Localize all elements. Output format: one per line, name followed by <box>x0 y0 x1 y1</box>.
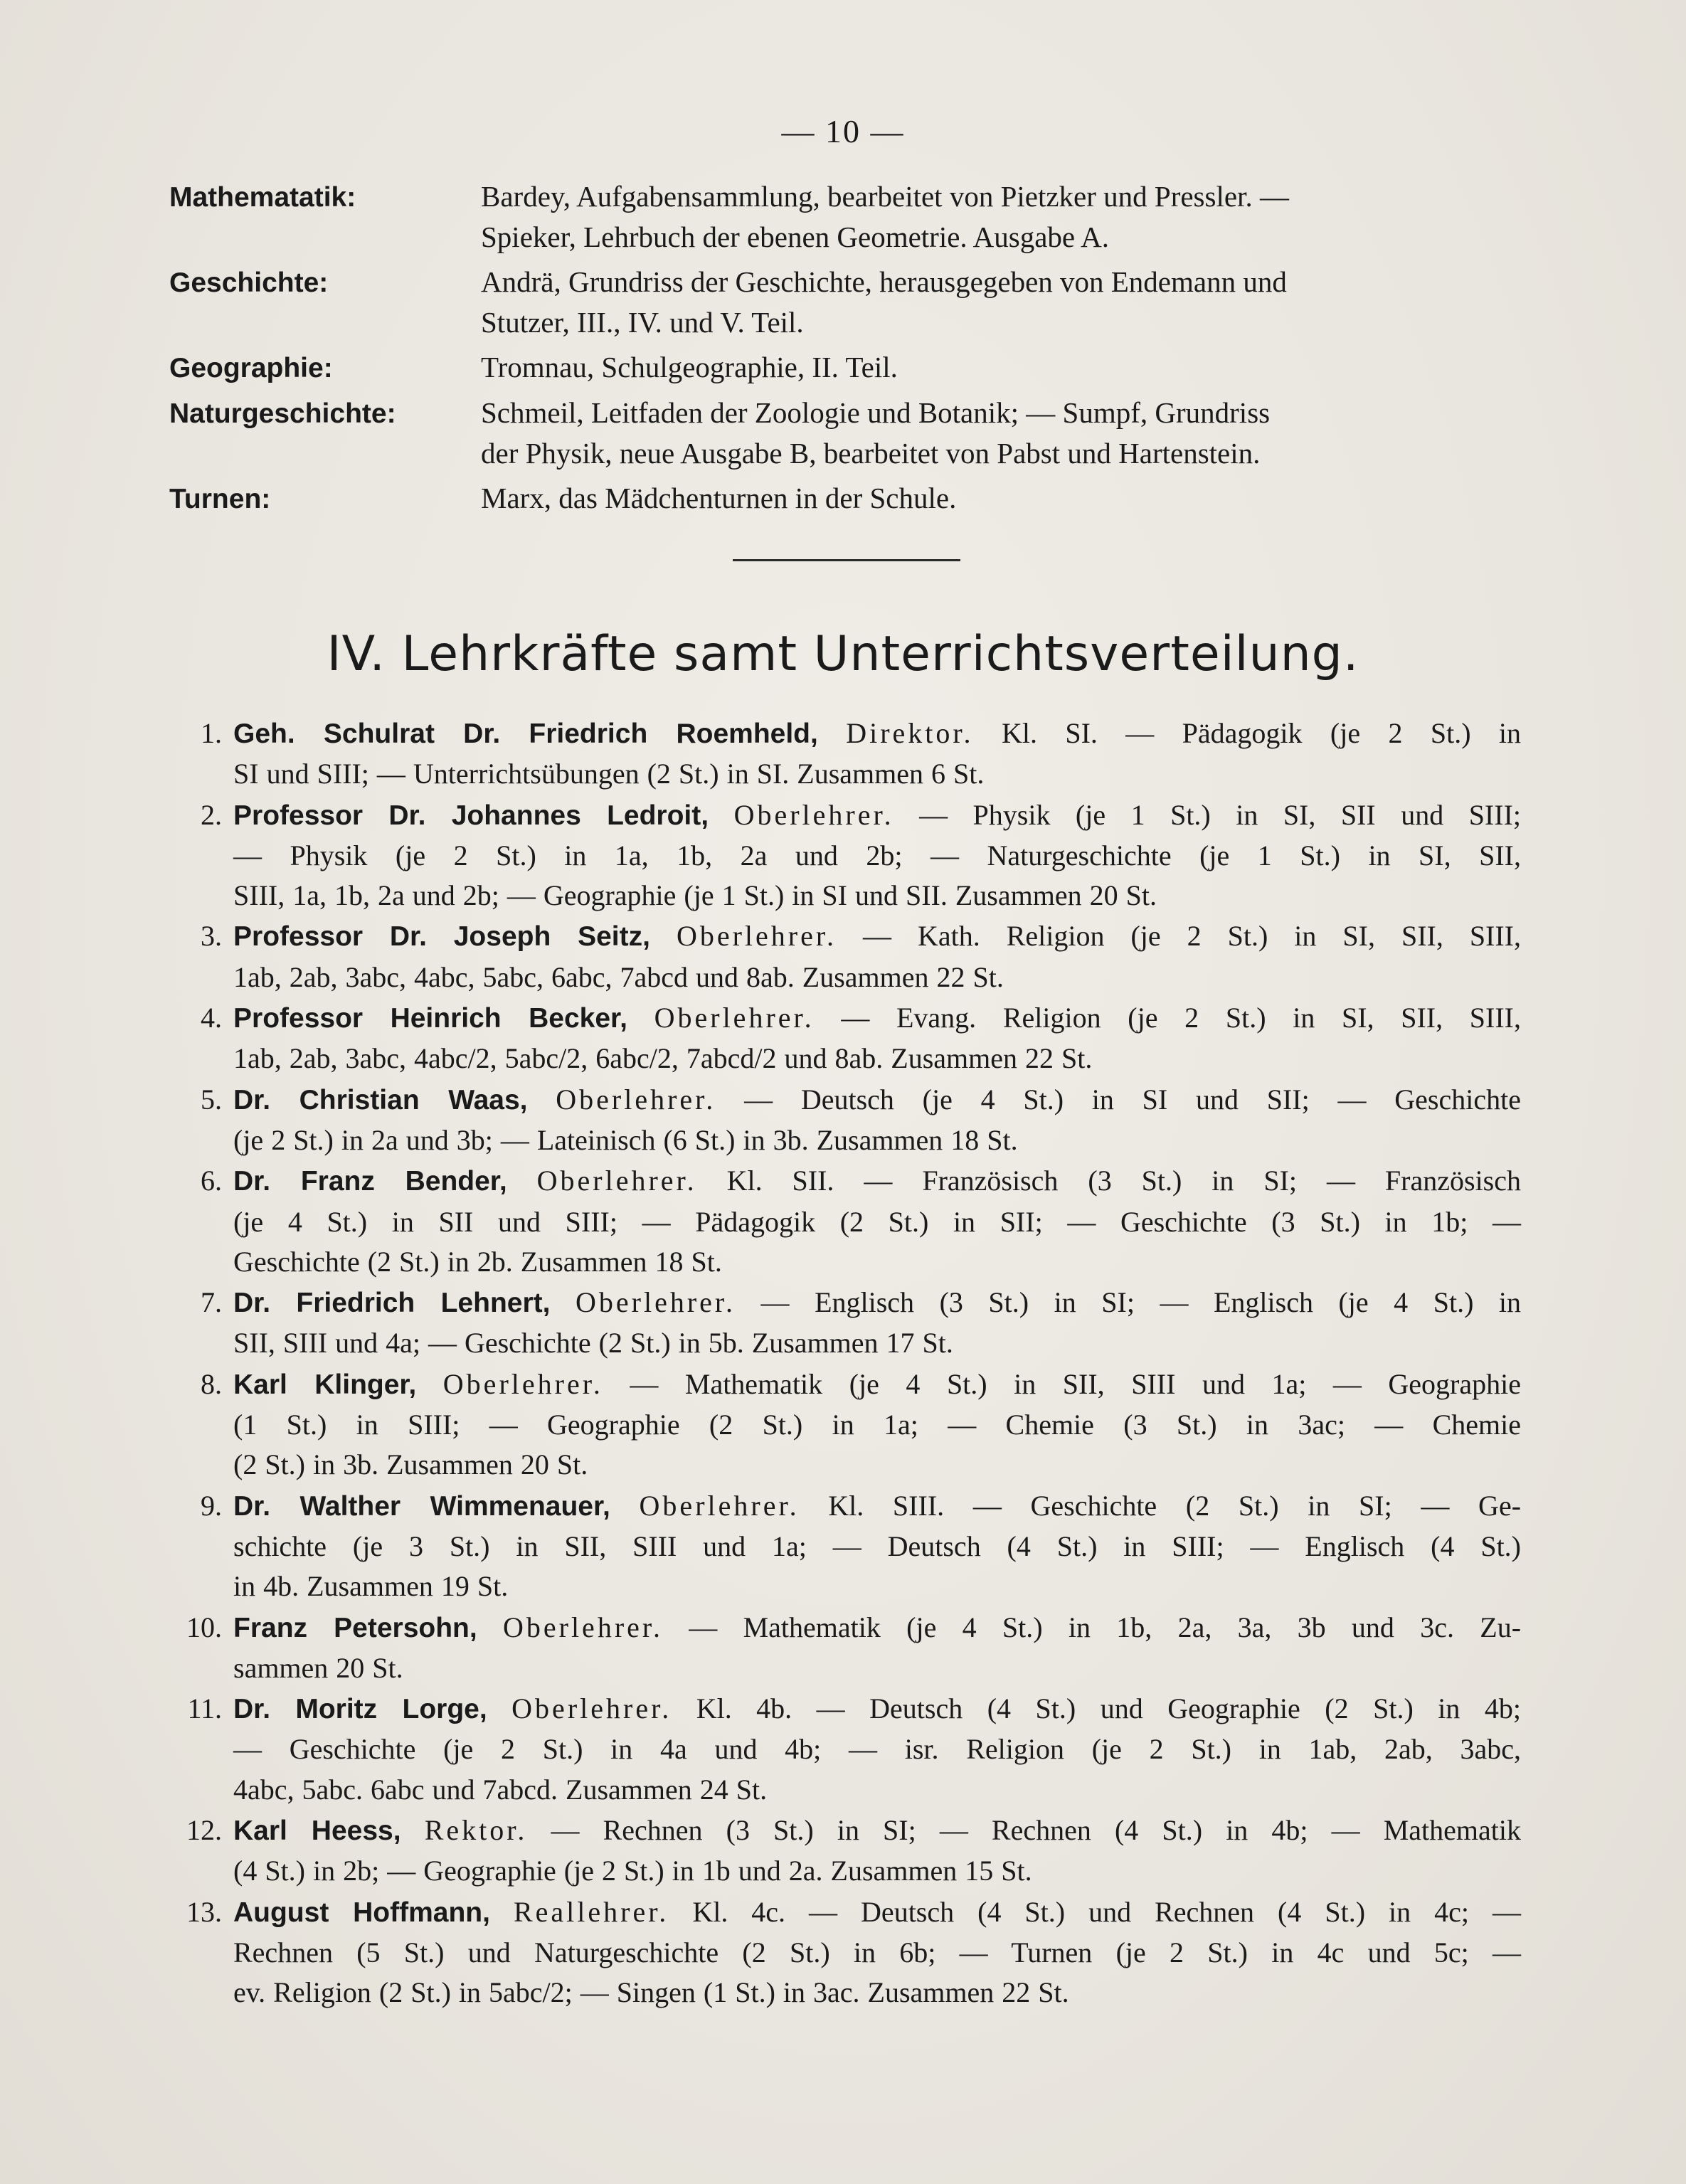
assignment-text: — Geschichte (je 2 St.) in 4a und 4b; — isr. Religion (je 2 St.) in 1ab, 2ab, 3abc, <box>233 1733 1521 1766</box>
teacher-entry <box>169 795 1521 916</box>
assignment-text: Kl. 4c. — Deutsch (4 St.) und Rechnen (4 St.) in 4c; — <box>692 1895 1521 1928</box>
teacher-name: Dr. Christian Waas, <box>233 1084 528 1115</box>
teacher-role: Reallehrer. <box>513 1895 669 1928</box>
textbook-line: Marx, das Mädchenturnen in der Schule. <box>481 482 957 514</box>
teacher-number: 7. <box>201 1286 222 1319</box>
assignment-text: — Englisch (3 St.) in SI; — Englisch (je 4 St.) in <box>760 1286 1522 1319</box>
teacher-name: Dr. Walther Wimmenauer, <box>233 1490 610 1522</box>
teacher-name: Karl Heess, <box>233 1815 401 1847</box>
teacher-assignment <box>233 1283 1521 1364</box>
teacher-number: 2. <box>201 798 222 831</box>
textbook-line: Spieker, Lehrbuch der ebenen Geometrie. Ausgabe A. <box>481 221 1109 253</box>
teacher-entry <box>169 714 1521 795</box>
teacher-number: 4. <box>201 1002 222 1034</box>
textbook-row-turnen <box>169 478 1521 519</box>
teacher-number: 8. <box>201 1367 222 1400</box>
teacher-entry <box>169 1486 1521 1607</box>
textbook-line: Stutzer, III., IV. und V. Teil. <box>481 306 804 339</box>
textbook-line: Andrä, Grundriss der Geschichte, herausgegeben von Endemann und <box>481 265 1287 298</box>
textbook-list <box>169 176 1521 519</box>
assignment-text: sammen 20 St. <box>233 1651 403 1684</box>
textbook-titles <box>481 347 1521 388</box>
teacher-entry <box>169 1364 1521 1485</box>
teacher-number: 3. <box>201 920 222 953</box>
textbook-row-mathematik <box>169 176 1521 258</box>
assignment-text: Kl. SI. — Pädagogik (je 2 St.) in <box>1001 717 1522 749</box>
textbook-titles <box>481 393 1521 474</box>
teacher-name: Professor Dr. Joseph Seitz, <box>233 921 650 953</box>
teacher-number: 11. <box>187 1692 222 1725</box>
teacher-entry <box>169 1283 1521 1364</box>
assignment-line <box>233 795 1521 836</box>
assignment-line <box>233 1486 1521 1527</box>
teacher-name: Dr. Friedrich Lehnert, <box>233 1288 551 1319</box>
teacher-entry <box>169 1161 1521 1282</box>
teacher-role: Rektor. <box>424 1814 528 1847</box>
teacher-number: 1. <box>201 717 222 749</box>
assignment-text: — Physik (je 2 St.) in 1a, 1b, 2a und 2b; — Naturgeschichte (je 1 St.) in SI, SII, <box>233 839 1521 871</box>
teacher-number: 10. <box>186 1611 222 1643</box>
teacher-role: Oberlehrer. <box>676 920 837 953</box>
assignment-text: — Physik (je 1 St.) in SI, SII und SIII; <box>919 798 1522 831</box>
assignment-line <box>233 1242 1521 1282</box>
assignment-text: Kl. SIII. — Geschichte (2 St.) in SI; — Ge- <box>828 1489 1522 1522</box>
assignment-text: 1ab, 2ab, 3abc, 4abc, 5abc, 6abc, 7abcd und 8ab. Zusammen 22 St. <box>233 960 1004 993</box>
teacher-name: August Hoffmann, <box>233 1897 490 1928</box>
assignment-line <box>233 1567 1521 1606</box>
teacher-entry <box>169 1608 1521 1689</box>
assignment-line <box>233 836 1521 876</box>
teacher-role: Direktor. <box>846 717 974 749</box>
textbook-subject: Geschichte: <box>169 267 329 298</box>
assignment-line <box>233 1120 1521 1160</box>
textbook-row-naturgeschichte <box>169 393 1521 474</box>
assignment-line <box>233 876 1521 916</box>
teacher-number: 9. <box>201 1489 222 1522</box>
assignment-line <box>233 1892 1521 1933</box>
teacher-number: 13. <box>186 1895 222 1928</box>
assignment-text: SI und SIII; — Unterrichtsübungen (2 St.) in SI. Zusammen 6 St. <box>233 758 985 790</box>
teacher-role: Oberlehrer. <box>511 1692 672 1725</box>
assignment-text: — Kath. Religion (je 2 St.) in SI, SII, SIII, <box>862 920 1522 953</box>
assignment-line <box>233 1608 1521 1648</box>
teacher-entry <box>169 998 1521 1079</box>
assignment-line <box>233 916 1521 957</box>
textbook-titles <box>481 478 1521 519</box>
teacher-assignment <box>233 1689 1521 1810</box>
assignment-text: SII, SIII und 4a; — Geschichte (2 St.) in 5b. Zusammen 17 St. <box>233 1327 953 1359</box>
assignment-text: — Deutsch (je 4 St.) in SI und SII; — Geschichte <box>744 1083 1521 1115</box>
assignment-line <box>233 1283 1521 1323</box>
assignment-line <box>233 1933 1521 1973</box>
teacher-entry <box>169 1080 1521 1161</box>
teacher-role: Oberlehrer. <box>442 1367 603 1400</box>
assignment-text: Kl. SII. — Französisch (3 St.) in SI; — Französisch <box>726 1165 1521 1197</box>
textbook-line: Tromnau, Schulgeographie, II. Teil. <box>481 351 898 383</box>
teacher-name: Franz Petersohn, <box>233 1612 477 1643</box>
assignment-text: in 4b. Zusammen 19 St. <box>233 1570 509 1603</box>
section-heading: IV. Lehrkräfte samt Unterrichtsverteilung. <box>327 626 1359 682</box>
textbook-subject: Naturgeschichte: <box>169 398 396 429</box>
assignment-text: 4abc, 5abc. 6abc und 7abcd. Zusammen 24 St. <box>233 1773 768 1806</box>
page-number: — 10 — <box>781 113 905 149</box>
assignment-line <box>233 1202 1521 1242</box>
section-divider <box>733 559 960 561</box>
teacher-list <box>169 714 1521 2014</box>
teacher-name: Professor Dr. Johannes Ledroit, <box>233 800 709 831</box>
assignment-text: — Rechnen (3 St.) in SI; — Rechnen (4 St.) in 4b; — Mathematik <box>551 1814 1522 1847</box>
teacher-number: 6. <box>201 1165 222 1197</box>
teacher-role: Oberlehrer. <box>576 1286 736 1319</box>
assignment-text: (je 2 St.) in 2a und 3b; — Lateinisch (6 St.) in 3b. Zusammen 18 St. <box>233 1123 1018 1156</box>
assignment-line <box>233 1973 1521 2013</box>
assignment-line <box>233 958 1521 997</box>
teacher-entry <box>169 916 1521 997</box>
teacher-assignment <box>233 1364 1521 1485</box>
assignment-line <box>233 714 1521 754</box>
assignment-line <box>233 1445 1521 1485</box>
assignment-text: (je 4 St.) in SII und SIII; — Pädagogik (2 St.) in SII; — Geschichte (3 St.) in 1b; — <box>233 1205 1521 1238</box>
teacher-role: Oberlehrer. <box>639 1489 800 1522</box>
teacher-entry <box>169 1811 1521 1892</box>
assignment-text: Kl. 4b. — Deutsch (4 St.) und Geographie (2 St.) in 4b; <box>696 1692 1522 1725</box>
teacher-number: 5. <box>201 1083 222 1115</box>
assignment-line <box>233 998 1521 1039</box>
assignment-line <box>233 754 1521 794</box>
teacher-assignment <box>233 1892 1521 2013</box>
assignment-text: (4 St.) in 2b; — Geographie (je 2 St.) in 1b und 2a. Zusammen 15 St. <box>233 1855 1032 1887</box>
assignment-text: Rechnen (5 St.) und Naturgeschichte (2 St.) in 6b; — Turnen (je 2 St.) in 4c und 5c; — <box>233 1936 1521 1968</box>
assignment-line <box>233 1811 1521 1851</box>
assignment-text: ev. Religion (2 St.) in 5abc/2; — Singen (1 St.) in 3ac. Zusammen 22 St. <box>233 1976 1069 2009</box>
teacher-assignment <box>233 1811 1521 1892</box>
assignment-line <box>233 1039 1521 1078</box>
assignment-text: (1 St.) in SIII; — Geographie (2 St.) in 1a; — Chemie (3 St.) in 3ac; — Chemie <box>233 1409 1521 1441</box>
assignment-line <box>233 1648 1521 1688</box>
assignment-text: — Mathematik (je 4 St.) in SII, SIII und 1a; — Geographie <box>630 1367 1521 1400</box>
teacher-assignment <box>233 916 1521 997</box>
textbook-row-geographie <box>169 347 1521 388</box>
assignment-line <box>233 1689 1521 1729</box>
textbook-row-geschichte <box>169 262 1521 343</box>
teacher-entry <box>169 1892 1521 2013</box>
assignment-text: Geschichte (2 St.) in 2b. Zusammen 18 St. <box>233 1245 722 1278</box>
textbook-subject: Geographie: <box>169 353 333 383</box>
assignment-line <box>233 1527 1521 1567</box>
assignment-text: (2 St.) in 3b. Zusammen 20 St. <box>233 1448 588 1481</box>
teacher-role: Oberlehrer. <box>536 1165 697 1197</box>
teacher-name: Professor Heinrich Becker, <box>233 1003 627 1034</box>
teacher-role: Oberlehrer. <box>502 1611 663 1643</box>
teacher-assignment <box>233 1080 1521 1161</box>
teacher-assignment <box>233 1161 1521 1282</box>
teacher-role: Oberlehrer. <box>654 1002 815 1034</box>
assignment-text: SIII, 1a, 1b, 2a und 2b; — Geographie (je 1 St.) in SI und SII. Zusammen 20 St. <box>233 879 1157 912</box>
assignment-line <box>233 1851 1521 1891</box>
assignment-text: — Evang. Religion (je 2 St.) in SI, SII, SIII, <box>841 1002 1522 1034</box>
assignment-line <box>233 1770 1521 1810</box>
teacher-role: Oberlehrer. <box>556 1083 716 1115</box>
textbook-titles <box>481 176 1521 258</box>
teacher-assignment <box>233 1486 1521 1607</box>
teacher-assignment <box>233 795 1521 916</box>
teacher-assignment <box>233 714 1521 795</box>
teacher-name: Karl Klinger, <box>233 1369 417 1400</box>
teacher-entry <box>169 1689 1521 1810</box>
teacher-assignment <box>233 998 1521 1079</box>
teacher-name: Geh. Schulrat Dr. Friedrich Roemheld, <box>233 719 818 749</box>
assignment-text: schichte (je 3 St.) in SII, SIII und 1a; — Deutsch (4 St.) in SIII; — Englisch (4 St.) <box>233 1530 1521 1562</box>
teacher-number: 12. <box>186 1814 222 1847</box>
textbook-line: Bardey, Aufgabensammlung, bearbeitet von Pietzker und Pressler. — <box>481 180 1289 213</box>
assignment-line <box>233 1323 1521 1363</box>
assignment-text: — Mathematik (je 4 St.) in 1b, 2a, 3a, 3b und 3c. Zu- <box>689 1611 1522 1643</box>
textbook-subject: Turnen: <box>169 484 271 514</box>
assignment-text: 1ab, 2ab, 3abc, 4abc/2, 5abc/2, 6abc/2, 7abcd/2 und 8ab. Zusammen 22 St. <box>233 1042 1093 1075</box>
teacher-name: Dr. Franz Bender, <box>233 1166 507 1197</box>
textbook-subject: Mathematatik: <box>169 182 356 213</box>
textbook-titles <box>481 262 1521 343</box>
teacher-role: Oberlehrer. <box>733 798 894 831</box>
assignment-line <box>233 1729 1521 1769</box>
assignment-line <box>233 1405 1521 1445</box>
textbook-line: Schmeil, Leitfaden der Zoologie und Botanik; — Sumpf, Grundriss <box>481 396 1271 429</box>
assignment-line <box>233 1364 1521 1405</box>
teacher-name: Dr. Moritz Lorge, <box>233 1694 487 1725</box>
assignment-line <box>233 1161 1521 1202</box>
teacher-assignment <box>233 1608 1521 1689</box>
textbook-line: der Physik, neue Ausgabe B, bearbeitet von Pabst und Hartenstein. <box>481 437 1261 470</box>
assignment-line <box>233 1080 1521 1120</box>
